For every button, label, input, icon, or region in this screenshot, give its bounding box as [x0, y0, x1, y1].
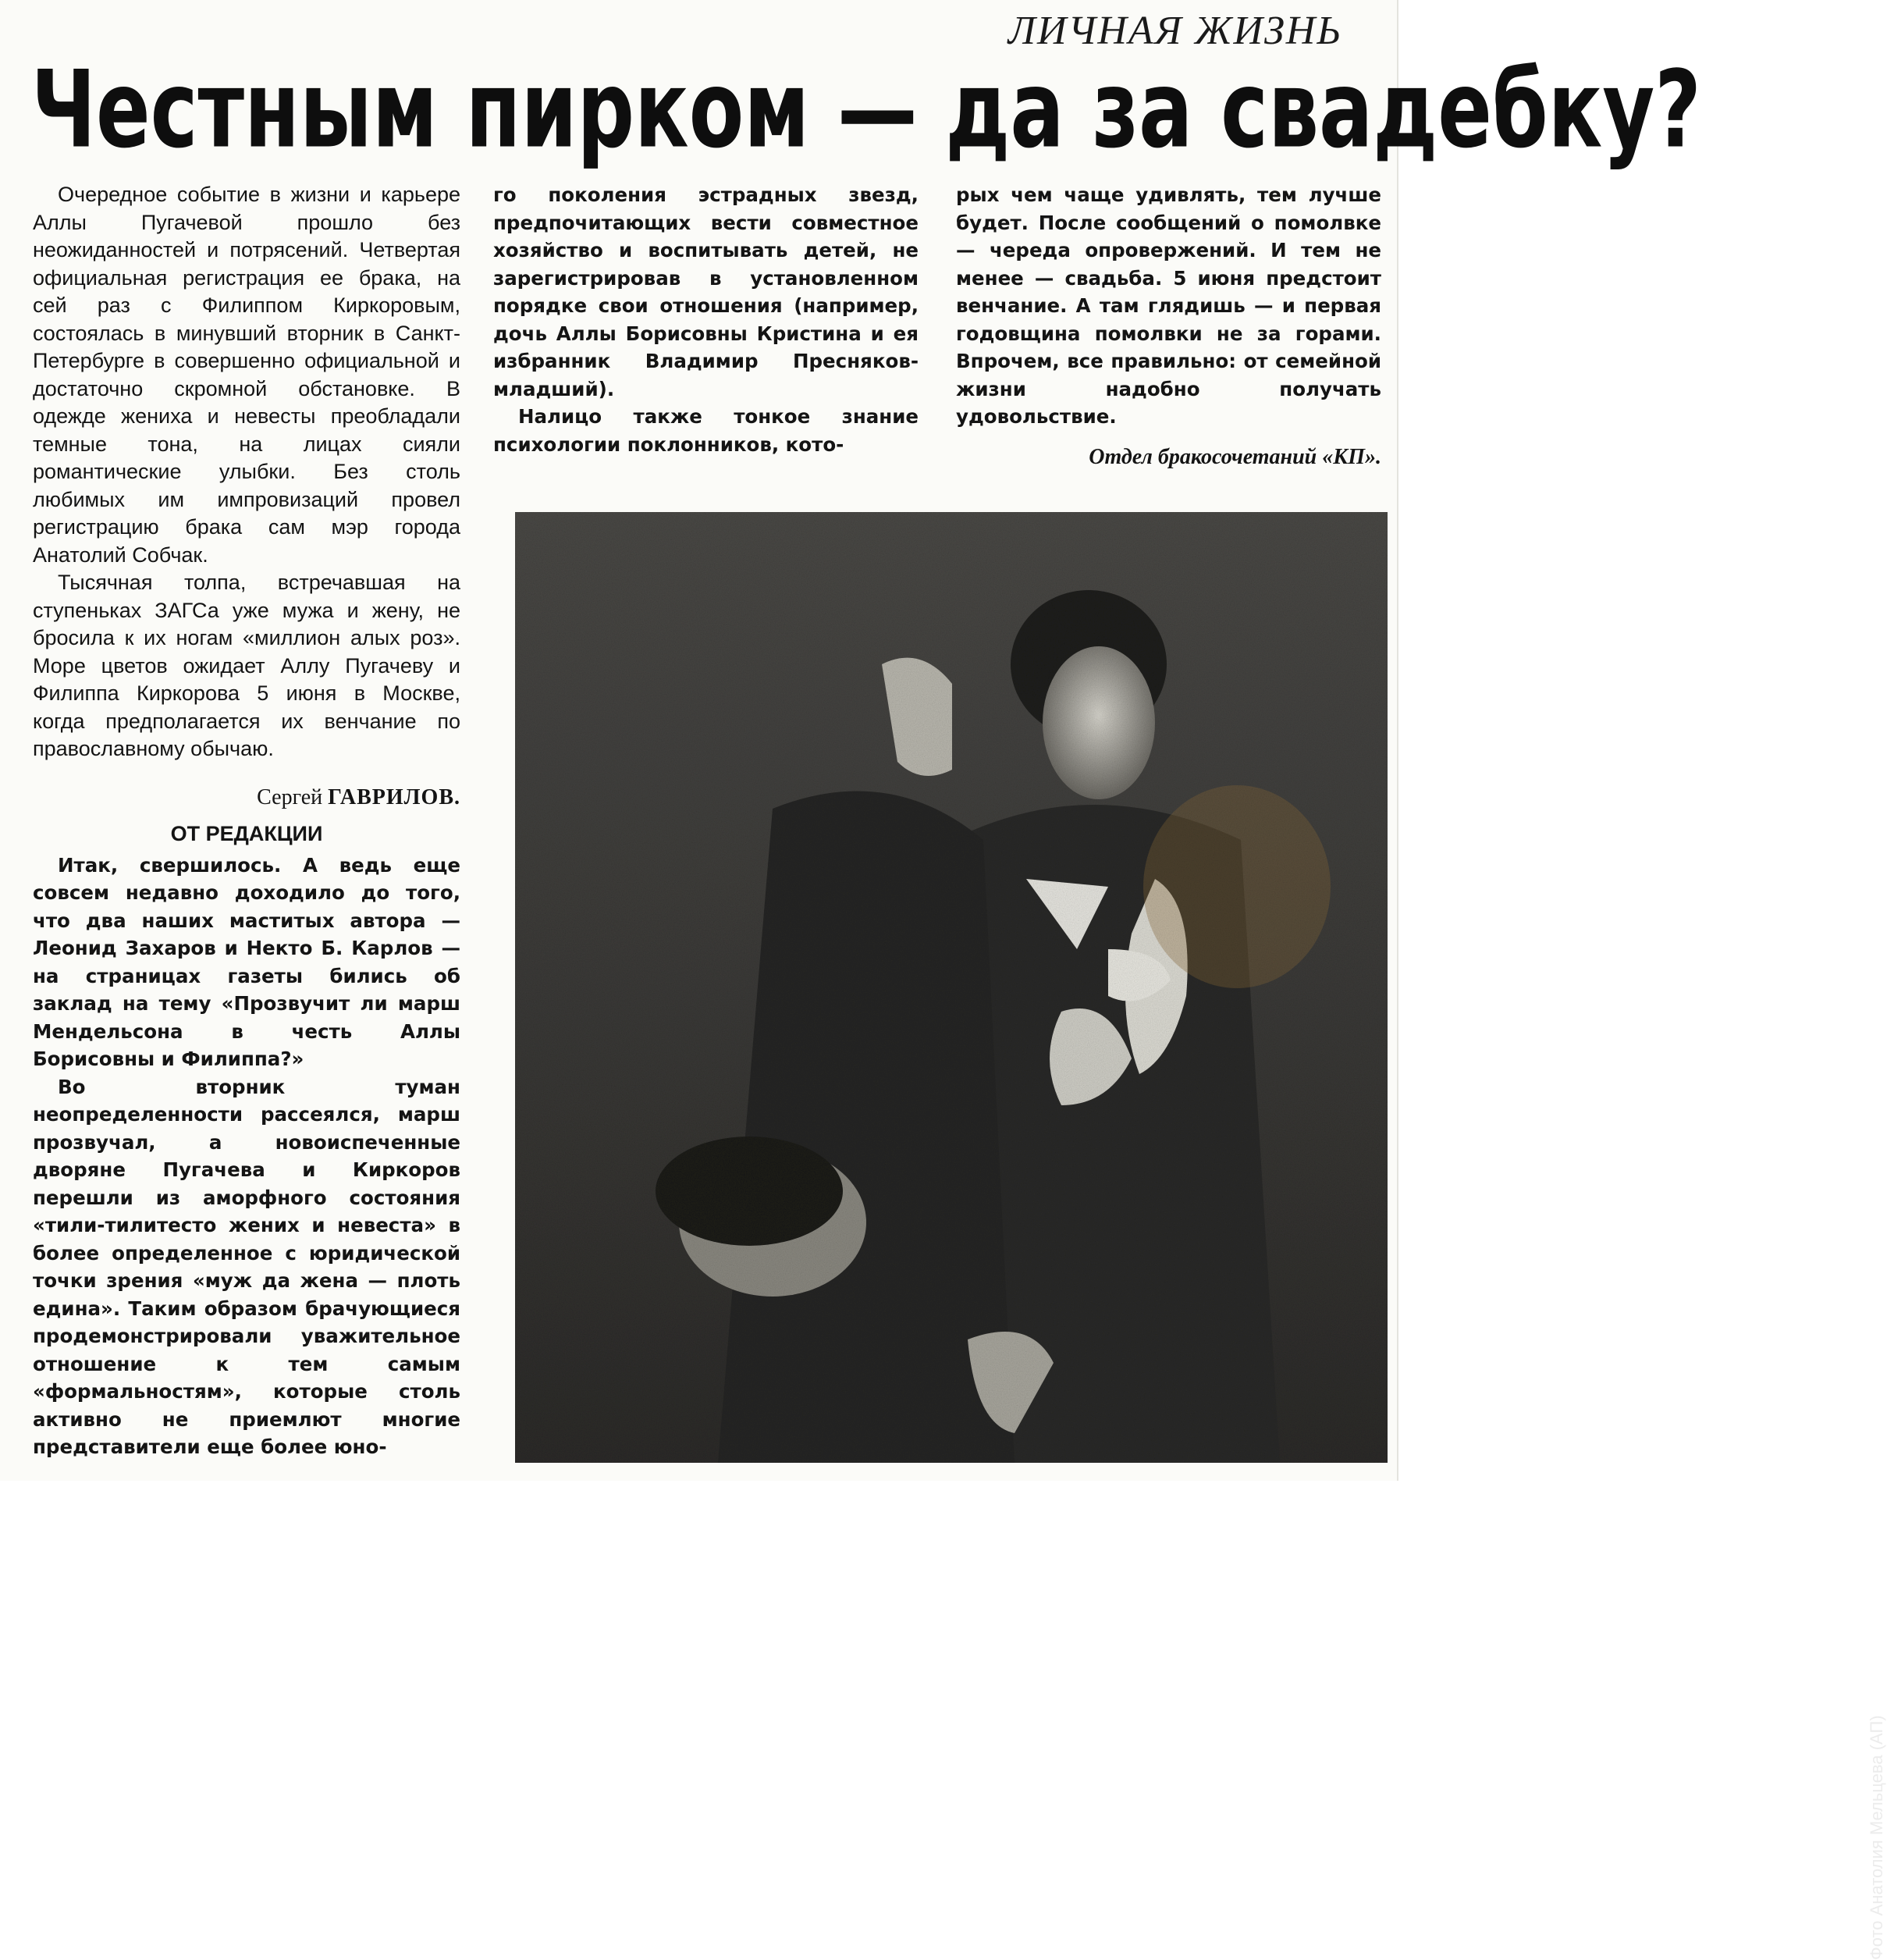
headline: Честным пирком — да за свадебку?	[31, 47, 1701, 173]
byline-surname: ГАВРИЛОВ.	[328, 784, 460, 809]
photo-credit: Фото Анатолия Мельцева (АП)	[1867, 1715, 1886, 1960]
editorial-paragraph-1: Итак, свершилось. А ведь еще совсем недавно доходило до того, что два наших маститых автора — Леонид Захаров и Некто Б. Карлов — на страницах газеты бились об заклад на тему «Прозвучит ли марш Мендельсона в честь Аллы Борисовны и Филиппа?»	[33, 853, 460, 1070]
article-column-2	[493, 181, 919, 458]
byline	[33, 784, 460, 812]
photo-illustration	[515, 512, 1388, 1463]
wedding-photo	[515, 512, 1886, 1960]
article-column-1	[33, 181, 460, 1461]
article-paragraph-2: Тысячная толпа, встречавшая на ступеньках ЗАГСа уже мужа и жену, не бросила к их ногам «миллион алых роз». Море цветов ожидает Аллу Пугачеву и Филиппа Киркорова 5 июня в Москве, когда предполагается их венчание по православному обычаю.	[33, 571, 460, 760]
editorial-paragraph-5: рых чем чаще удивлять, тем лучше будет. После сообщений о помолвке — череда опровержений. И тем не менее — свадьба. 5 июня предстоит венчание. А там глядишь — и первая годовщина помолвки не за горами. Впрочем, все правильно: от семейной жизни надобно получать удовольствие.	[956, 183, 1381, 428]
section-rubric: ЛИЧНАЯ ЖИЗНЬ	[1007, 9, 1342, 53]
editorial-paragraph-4: Налицо также тонкое знание психологии поклонников, кото-	[493, 405, 919, 456]
editorial-heading: ОТ РЕДАКЦИИ	[170, 822, 323, 845]
editorial-paragraph-2: Во вторник туман неопределенности рассеялся, марш прозвучал, а новоиспеченные дворяне Пугачева и Киркоров перешли из аморфного состояния «тили-тилитесто жених и невеста» в более определенное с юридической точки зрения «муж да жена — плоть едина». Таким образом брачующиеся продемонстрировали уважительное отношение к тем самым «формальностям», которые столь активно не приемлют многие представители еще более юно-	[33, 1075, 460, 1458]
editorial-signature: Отдел бракосочетаний «КП».	[1089, 444, 1381, 469]
article-column-3	[956, 181, 1381, 471]
byline-name: Сергей	[257, 784, 323, 809]
article-paragraph-1: Очередное событие в жизни и карьере Аллы Пугачевой прошло без неожиданностей и потрясений. Четвертая официальная регистрация ее брака, на сей раз с Филиппом Киркоровым, состоялась в минувший вторник в Санкт-Петербурге в совершенно официальной и достаточно скромной обстановке. В одежде жениха и невесты преобладали темные тона, на лицах сияли романтические улыбки. Без столь любимых им импровизаций провел регистрацию брака сам мэр города Анатолий Собчак.	[33, 183, 460, 567]
editorial-paragraph-3: го поколения эстрадных звезд, предпочитающих вести совместное хозяйство и воспитывать детей, не зарегистрировав в установленном порядке свои отношения (например, дочь Аллы Борисовны Кристина и ея избранник Владимир Пресняков-младший).	[493, 183, 919, 400]
